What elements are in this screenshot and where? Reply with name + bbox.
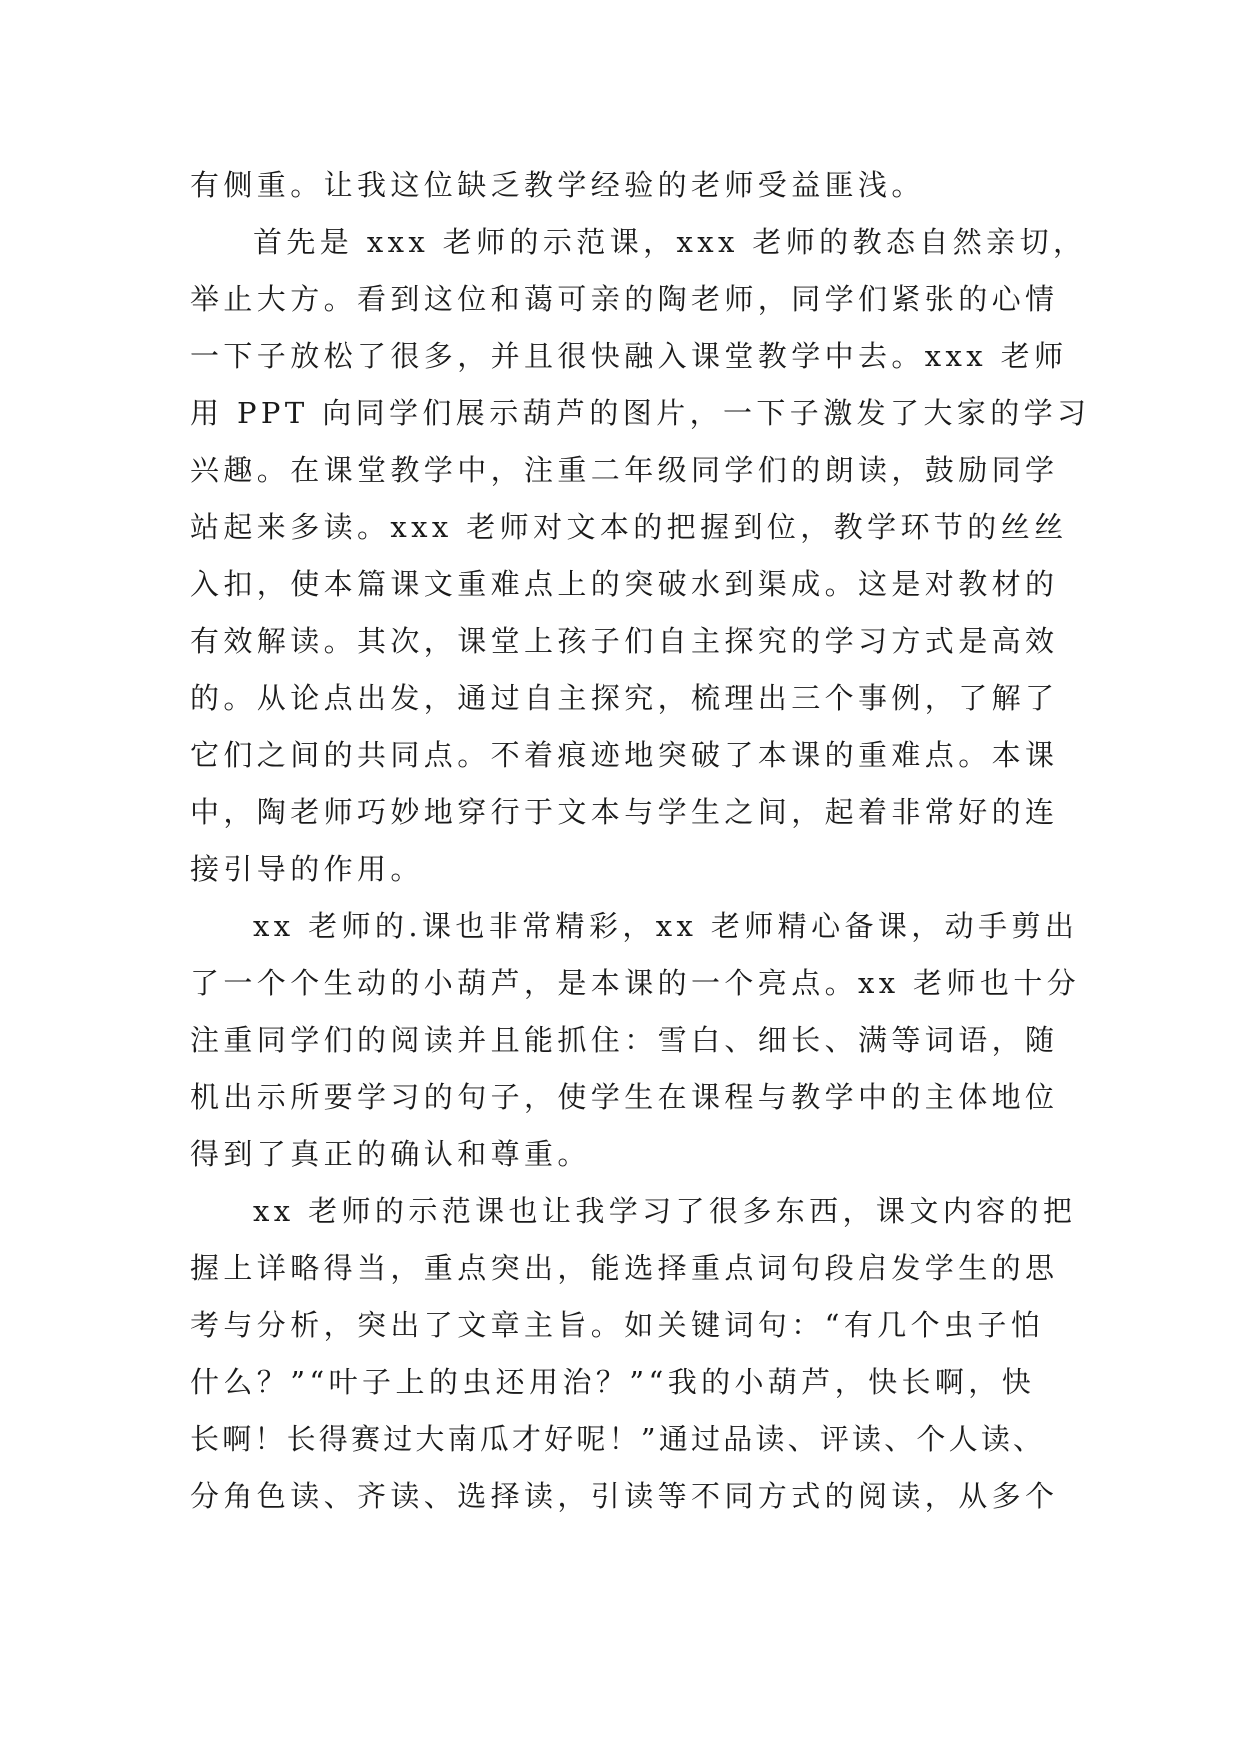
text-line: 什么？”“叶子上的虫还用治？”“我的小葫芦，快长啊，快 <box>190 1365 1036 1399</box>
text-line: 注重同学们的阅读并且能抓住：雪白、细长、满等词语，随 <box>190 1023 1059 1057</box>
text-line: 机出示所要学习的句子，使学生在课程与教学中的主体地位 <box>190 1080 1059 1114</box>
paragraph-first-line: xx 老师的示范课也让我学习了很多东西，课文内容的把 <box>253 1194 1077 1228</box>
text-line: 握上详略得当，重点突出，能选择重点词句段启发学生的思 <box>190 1251 1059 1285</box>
text-line: 它们之间的共同点。不着痕迹地突破了本课的重难点。本课 <box>190 738 1059 772</box>
text-line: 了一个个生动的小葫芦，是本课的一个亮点。xx 老师也十分 <box>190 966 1081 1000</box>
text-line: 得到了真正的确认和尊重。 <box>190 1137 591 1171</box>
text-line: 站起来多读。xxx 老师对文本的把握到位，教学环节的丝丝 <box>190 510 1068 544</box>
text-line: 长啊！长得赛过大南瓜才好呢！”通过品读、评读、个人读、 <box>190 1422 1046 1456</box>
text-line: 有效解读。其次，课堂上孩子们自主探究的学习方式是高效 <box>190 624 1059 658</box>
text-line: 考与分析，突出了文章主旨。如关键词句：“有几个虫子怕 <box>190 1308 1045 1342</box>
text-line: 的。从论点出发，通过自主探究，梳理出三个事例，了解了 <box>190 681 1059 715</box>
text-line: 接引导的作用。 <box>190 852 424 886</box>
text-line: 用 PPT 向同学们展示葫芦的图片，一下子激发了大家的学习 <box>190 396 1091 430</box>
text-line: 入扣，使本篇课文重难点上的突破水到渠成。这是对教材的 <box>190 567 1059 601</box>
text-line: 举止大方。看到这位和蔼可亲的陶老师，同学们紧张的心情 <box>190 282 1059 316</box>
text-line: 兴趣。在课堂教学中，注重二年级同学们的朗读，鼓励同学 <box>190 453 1059 487</box>
text-line: 有侧重。让我这位缺乏教学经验的老师受益匪浅。 <box>190 168 925 202</box>
text-line: 分角色读、齐读、选择读，引读等不同方式的阅读，从多个 <box>190 1479 1059 1513</box>
paragraph-first-line: 首先是 xxx 老师的示范课，xxx 老师的教态自然亲切， <box>253 225 1087 259</box>
text-line: 一下子放松了很多，并且很快融入课堂教学中去。xxx 老师 <box>190 339 1068 373</box>
paragraph-first-line: xx 老师的.课也非常精彩，xx 老师精心备课，动手剪出 <box>253 909 1079 943</box>
text-line: 中，陶老师巧妙地穿行于文本与学生之间，起着非常好的连 <box>190 795 1059 829</box>
